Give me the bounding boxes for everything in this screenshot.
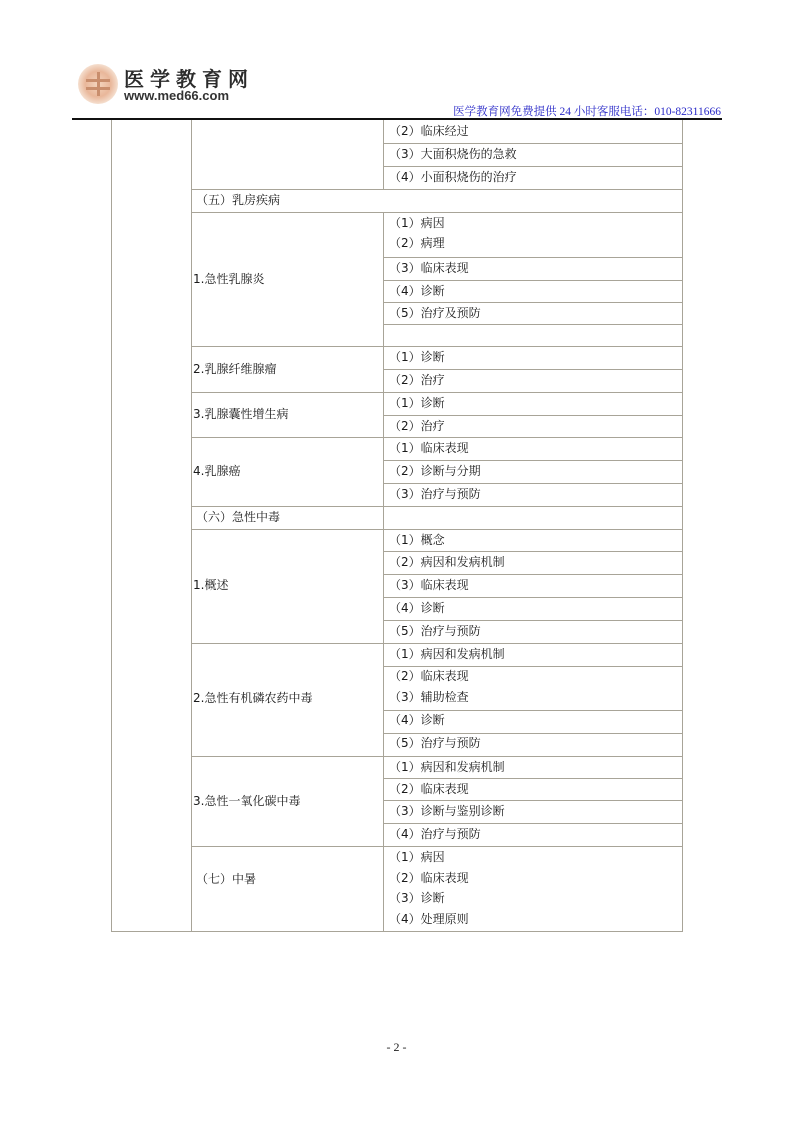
cell-divider bbox=[383, 551, 683, 552]
row-divider bbox=[191, 437, 683, 438]
table-cell: （2）治疗 bbox=[389, 373, 445, 387]
cell-divider bbox=[383, 666, 683, 667]
cell-divider bbox=[383, 257, 683, 258]
cell-divider bbox=[383, 620, 683, 621]
cell-divider bbox=[383, 166, 683, 167]
topic-label: 2.乳腺纤维腺瘤 bbox=[193, 362, 277, 376]
cell-divider bbox=[383, 800, 683, 801]
table-cell: （1）病因和发病机制 bbox=[389, 647, 505, 661]
table-cell: （1）临床表现 bbox=[389, 441, 469, 455]
section-heading: （五）乳房疾病 bbox=[196, 193, 281, 207]
logo-url: www.med66.com bbox=[124, 88, 229, 103]
table-cell: （5）治疗与预防 bbox=[389, 624, 481, 638]
table-bottom-border bbox=[111, 931, 683, 932]
row-divider bbox=[191, 756, 683, 757]
table-cell: （2）病因和发病机制 bbox=[389, 555, 505, 569]
table-cell: （4）处理原则 bbox=[389, 912, 469, 926]
table-cell: （1）病因 bbox=[389, 216, 445, 230]
cell-divider bbox=[383, 574, 683, 575]
table-cell: （2）治疗 bbox=[389, 419, 445, 433]
table-cell: （4）诊断 bbox=[389, 284, 445, 298]
cell-divider bbox=[383, 483, 683, 484]
cell-divider bbox=[383, 710, 683, 711]
cell-divider bbox=[383, 823, 683, 824]
row-divider bbox=[191, 643, 683, 644]
table-left-border bbox=[111, 120, 112, 931]
table-cell: （2）诊断与分期 bbox=[389, 464, 481, 478]
table-cell: （3）辅助检查 bbox=[389, 690, 469, 704]
header-hotline-note: 医学教育网免费提供 24 小时客服电话：010-82311666 bbox=[453, 106, 721, 118]
logo-emblem-icon bbox=[78, 64, 118, 104]
table-cell: （3）临床表现 bbox=[389, 578, 469, 592]
table-cell: （4）小面积烧伤的治疗 bbox=[389, 170, 517, 184]
page-number: - 2 - bbox=[386, 1040, 407, 1054]
topic-label: 1.急性乳腺炎 bbox=[193, 272, 265, 286]
section-heading: （七）中暑 bbox=[196, 872, 257, 886]
row-divider bbox=[191, 506, 683, 507]
table-cell: （1）概念 bbox=[389, 533, 445, 547]
table-cell: （2）临床经过 bbox=[389, 124, 469, 138]
table-col2-divider bbox=[383, 120, 384, 189]
table-cell: （3）临床表现 bbox=[389, 261, 469, 275]
cell-divider bbox=[383, 460, 683, 461]
topic-label: 1.概述 bbox=[193, 578, 229, 592]
table-cell: （2）临床表现 bbox=[389, 782, 469, 796]
table-cell: （4）治疗与预防 bbox=[389, 827, 481, 841]
table-cell: （2）临床表现 bbox=[389, 871, 469, 885]
cell-divider bbox=[383, 369, 683, 370]
topic-label: 3.乳腺囊性增生病 bbox=[193, 407, 289, 421]
table-cell: （3）诊断 bbox=[389, 891, 445, 905]
table-cell: （2）病理 bbox=[389, 236, 445, 250]
table-cell: （1）诊断 bbox=[389, 396, 445, 410]
table-cell: （1）病因和发病机制 bbox=[389, 760, 505, 774]
row-divider bbox=[191, 346, 683, 347]
row-divider bbox=[191, 529, 683, 530]
cell-divider bbox=[383, 324, 683, 325]
cell-divider bbox=[383, 415, 683, 416]
table-cell: （3）诊断与鉴别诊断 bbox=[389, 804, 505, 818]
table-cell: （2）临床表现 bbox=[389, 669, 469, 683]
table-cell: （3）治疗与预防 bbox=[389, 487, 481, 501]
logo-title: 医学教育网 bbox=[124, 67, 254, 91]
topic-label: 3.急性一氧化碳中毒 bbox=[193, 794, 301, 808]
cell-divider bbox=[383, 280, 683, 281]
cell-divider bbox=[383, 733, 683, 734]
row-divider bbox=[191, 392, 683, 393]
table-right-border bbox=[682, 120, 683, 931]
cell-divider bbox=[383, 778, 683, 779]
topic-label: 4.乳腺癌 bbox=[193, 464, 241, 478]
section-heading: （六）急性中毒 bbox=[196, 510, 281, 524]
table-cell: （3）大面积烧伤的急救 bbox=[389, 147, 517, 161]
table-cell: （1）病因 bbox=[389, 850, 445, 864]
cell-divider bbox=[383, 597, 683, 598]
header-divider bbox=[72, 118, 722, 120]
table-cell: （5）治疗与预防 bbox=[389, 736, 481, 750]
row-divider bbox=[191, 189, 683, 190]
logo bbox=[76, 60, 254, 110]
table-cell: （4）诊断 bbox=[389, 601, 445, 615]
topic-label: 2.急性有机磷农药中毒 bbox=[193, 691, 313, 705]
table-col1-divider bbox=[191, 120, 192, 931]
table-cell: （1）诊断 bbox=[389, 350, 445, 364]
table-cell: （4）诊断 bbox=[389, 713, 445, 727]
cell-divider bbox=[383, 302, 683, 303]
row-divider bbox=[191, 846, 683, 847]
cell-divider bbox=[383, 143, 683, 144]
table-cell: （5）治疗及预防 bbox=[389, 306, 481, 320]
row-divider bbox=[191, 212, 683, 213]
